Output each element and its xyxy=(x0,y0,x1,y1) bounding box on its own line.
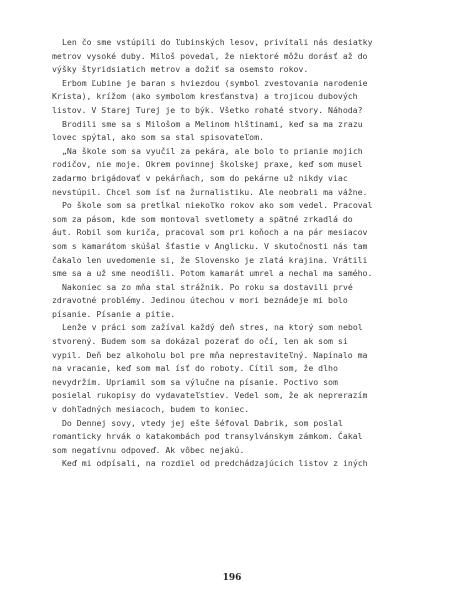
text-line: rodičov, nie moje. Okrem povinnej školskej praxe, keď som musel xyxy=(52,159,363,170)
text-line: Brodili sme sa s Milošom a Melinom hlštinami, keď sa ma zrazu xyxy=(62,118,363,129)
page-number: 196 xyxy=(222,573,242,583)
text-line: Len čo sme vstúpili do ľubinských lesov, privítali nás desiatky xyxy=(62,37,373,47)
text-line: na vracanie, keď som mal ísť do roboty. Cítil som, že dlho xyxy=(52,363,338,374)
text-line: nevydržím. Upriamil som sa výlučne na písanie. Poctivo som xyxy=(52,376,338,387)
text-line: čakalo len uvedomenie si, že Slovensko je zlatá krajina. Vrátili xyxy=(52,254,368,265)
text-line: nevstúpil. Chcel som ísť na žurnalistiku. Ale neobrali ma vážne. xyxy=(52,186,368,197)
text-line: písanie. Písanie a pitie. xyxy=(52,308,176,319)
text-line: Lenže v práci som zažíval každý deň stres, na ktorý som nebol xyxy=(62,322,363,333)
text-line: vypil. Deň bez alkoholu bol pre mňa neprestaviteľný. Napínalo ma xyxy=(52,349,368,360)
text-line: romanticky hrvák o katakombách pod transylvánskym zámkom. Čakal xyxy=(52,431,363,442)
text-line: v dohľadných mesiacoch, budem to koniec. xyxy=(52,404,250,415)
text-line: posielal rukopisy do vydavateľstiev. Vedel som, že ak neprerazím xyxy=(52,390,368,401)
text-line: zdravotné problémy. Jedinou útechou v mori beznádeje mi bolo xyxy=(52,295,348,306)
body-text xyxy=(52,36,412,471)
text-line: zadarmo brigádovať v pekárňach, som do pekárne už nikdy viac xyxy=(52,172,348,183)
text-line: stvorený. Budem som sa dokázal pozerať do očí, len ak som si xyxy=(52,336,348,347)
text-line: Po škole som sa pretĺkal niekoľko rokov ako som vedel. Pracoval xyxy=(62,200,373,211)
text-line: som negatívnu odpoveď. Ak vôbec nejakú. xyxy=(52,444,245,455)
text-line: Krista), krížom (ako symbolom kresťanstva) a trojicou dubových xyxy=(52,91,358,102)
text-line: sme sa a už sme neodišli. Potom kamarát umrel a nechal ma samého. xyxy=(52,268,373,279)
text-line: „Na škole som sa vyučil za pekára, ale bolo to prianie mojich xyxy=(62,145,363,156)
text-line: som za pásom, kde som montoval svetlomety a spätné zrkadlá do xyxy=(52,213,353,224)
text-line: výšky štyridsiatich metrov a dožiť sa osemsto rokov. xyxy=(52,64,309,75)
text-line: Erbom Ľubine je baran s hviezdou (symbol zvestovania narodenie xyxy=(62,77,368,88)
text-line: metrov vysoké duby. Miloš povedal, že niektoré môžu dorásť až do xyxy=(52,50,368,61)
text-line: listov. V Starej Turej je to býk. Všetko rohaté stvory. Náhoda? xyxy=(52,104,363,115)
text-line: lovec spýtal, ako som sa stal spisovateľom. xyxy=(52,132,264,143)
text-line: áut. Robil som kuriča, pracoval som pri koňoch a na pár mesiacov xyxy=(52,227,368,238)
text-line: Nakoniec sa zo mňa stal strážnik. Po roku sa dostavili prvé xyxy=(62,281,353,292)
text-line: som s kamarátom skúšal šťastie v Anglicku. V skutočnosti nás tam xyxy=(52,240,368,251)
text-line: Do Dennej sovy, vtedy jej ešte šéfoval Dabrik, som poslal xyxy=(62,417,343,428)
text-line: Keď mi odpísali, na rozdiel od predchádzajúcich listov z iných xyxy=(62,458,368,469)
